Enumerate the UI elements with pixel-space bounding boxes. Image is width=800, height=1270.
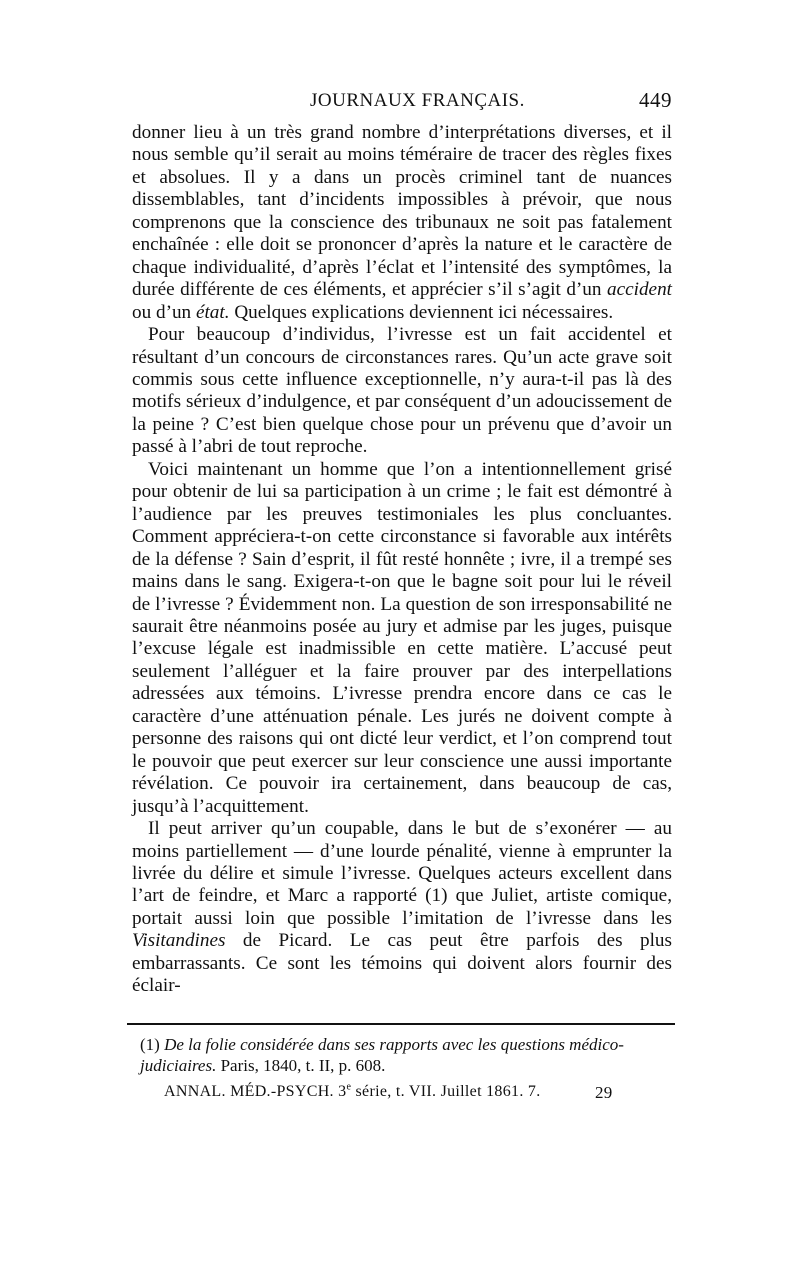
paragraph [132,459,672,818]
italic-run: De la folie considérée dans ses rapports avec les questions médico-judiciaires. [140,1035,624,1075]
signature-journal: ANNAL. MÉD.-PSYCH. [164,1083,334,1100]
text-run: Paris, 1840, t. II, p. 608. [216,1056,386,1075]
italic-run: accident [607,279,672,301]
footnote [140,1034,670,1076]
paragraph [132,818,672,998]
signature-series-number: 3 [338,1083,347,1100]
italic-run: Visitandines [132,930,226,952]
text-run: de Picard. Le cas peut être parfois des plus embarrassants. Ce sont les témoins qui doivent alors fournir des éclair- [132,930,672,997]
text-run: donner lieu à un très grand nombre d’interprétations diverses, et il nous semble qu’il serait au moins téméraire de tracer des règles fixes et absolues. Il y a dans un procès criminel tant de nuances dissemblables, tant d’incidents impossibles à prévoir, que nous comprenons que la conscience des tribunaux ne soit pas fatalement enchaînée : elle doit se prononcer d’après la nature et le caractère de chaque individualité, d’après l’éclat et l’intensité des symptômes, la durée différente de ces éléments, et apprécier s’il s’agit d’un [132,122,672,301]
running-head [132,90,672,116]
signature-details: série, t. VII. Juillet 1861. 7. [351,1083,541,1100]
body-text [132,122,672,998]
text-run: (1) [140,1035,165,1054]
footnote-text [140,1034,670,1076]
paragraph [132,324,672,459]
text-run: Voici maintenant un homme que l’on a intentionnellement grisé pour obtenir de lui sa participation à un crime ; le fait est démontré à l’audience par les preuves testimoniales les plus concluantes. Comment appréciera-t-on cette circonstance si favorable aux intérêts de la défense ? Sain d’esprit, il fût resté honnête ; ivre, il a trempé ses mains dans le sang. Exigera-t-on que le bagne soit pour lui le réveil de l’ivresse ? Évidemment non. La question de son irresponsabilité ne saurait être néanmoins posée au jury et admise par les juges, puisque l’excuse légale est inadmissible en cette matière. L’accusé peut seulement l’alléguer et la faire prouver par des interpellations adressées aux témoins. L’ivresse prendra encore dans ce cas le caractère d’une atténuation pénale. Les jurés ne doivent compte à personne des raisons qui ont dicté leur verdict, et l’on comprend tout le pouvoir que peut exercer sur leur conscience une aussi importante révélation. Ce pouvoir ira certainement, dans beaucoup de cas, jusqu’à l’acquittement. [132,458,672,817]
signature-series-sup: e [346,1081,352,1093]
text-run: Il peut arriver qu’un coupable, dans le but de s’exonérer — au moins partiellement — d’une lourde pénalité, vienne à emprunter la livrée du délire et simule l’ivresse. Quelques acteurs excellent dans l’art de feindre, et Marc a rapporté (1) que Juliet, artiste comique, portait aussi loin que possible l’imitation de l’ivresse dans les [132,818,672,929]
footnote-rule [127,1023,675,1025]
printer-signature [164,1083,644,1101]
running-title: JOURNAUX FRANÇAIS. [310,90,525,111]
italic-run: état. [195,301,230,323]
text-run: ou d’un [132,301,196,323]
paragraph [132,122,672,324]
signature-sheet-number: 29 [595,1083,613,1102]
page-number: 449 [639,88,672,112]
text-run: Pour beaucoup d’individus, l’ivresse est un fait accidentel et résultant d’un concours de circonstances rares. Qu’un acte grave soit commis sous cette influence exceptionnelle, n’y aura-t-il pas là des motifs sérieux d’indulgence, et par conséquent d’un adoucissement de la peine ? C’est bien quelque chose pour un prévenu que d’avoir un passé à l’abri de tout reproche. [132,324,672,458]
text-run: Quelques explications deviennent ici nécessaires. [229,301,614,323]
